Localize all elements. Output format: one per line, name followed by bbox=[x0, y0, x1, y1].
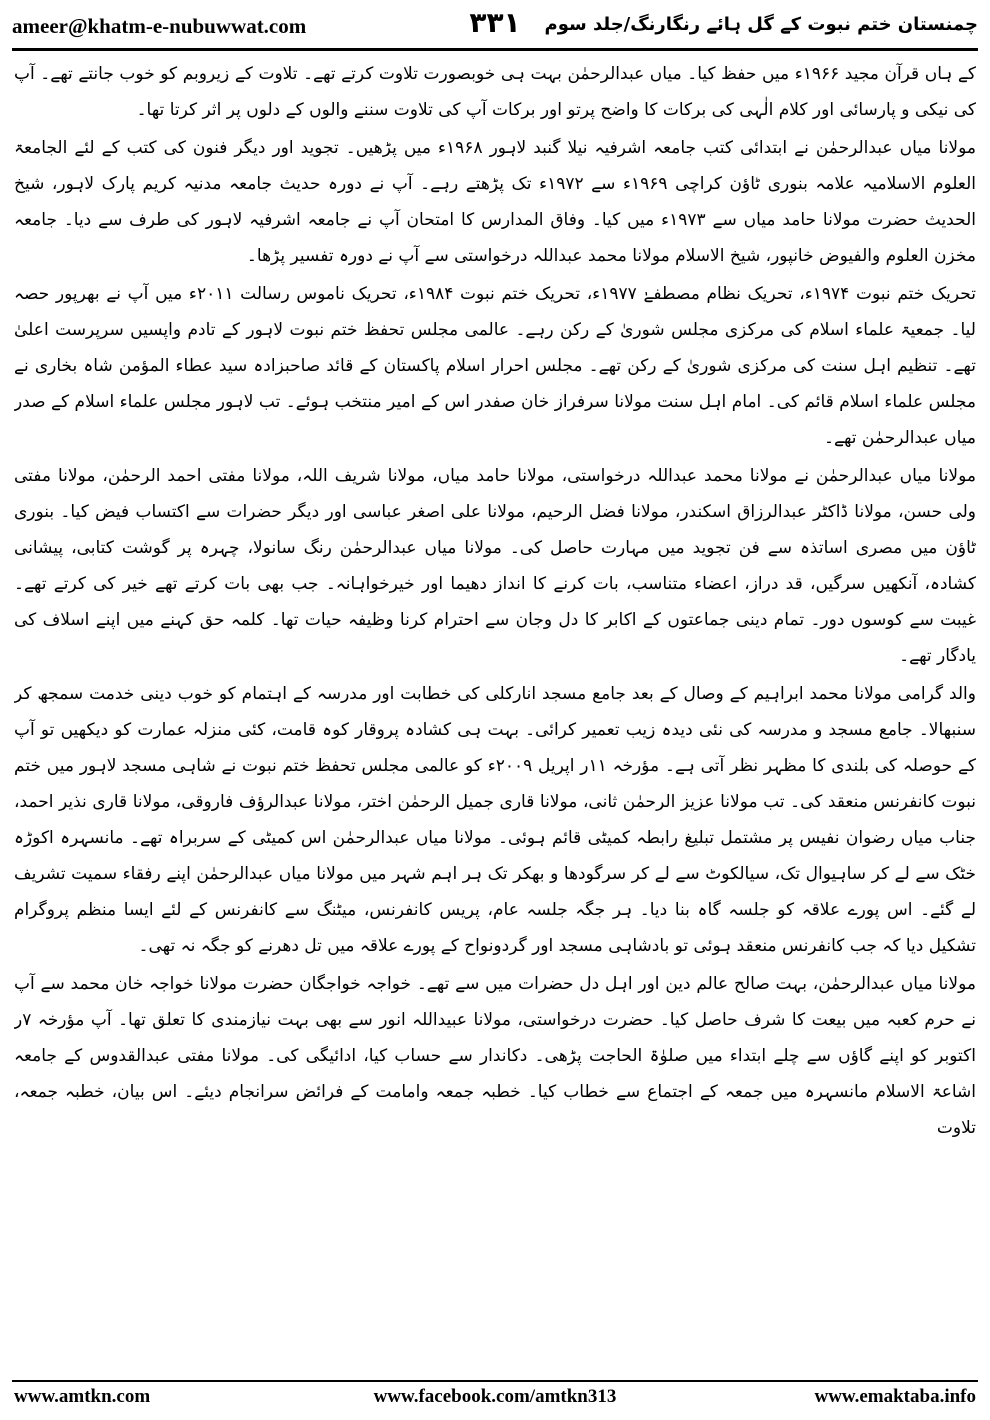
paragraph-3: تحریک ختم نبوت ۱۹۷۴ء، تحریک نظام مصطفےٰ ۱۹۷۷ء، تحریک ختم نبوت ۱۹۸۴ء، تحریک ناموس رسالت ۲۰۱۱ء میں آپ نے بھرپور حصہ لیا۔ جمعیۃ علماء اسلام کی مرکزی مجلس شوریٰ کے رکن رہے۔ عالمی مجلس تحفظ ختم نبوت لاہور کے تادم واپسیں سرپرست اعلیٰ تھے۔ تنظیم اہل سنت کی مرکزی شوریٰ کے رکن تھے۔ مجلس احرار اسلام پاکستان کے قائد صاحبزادہ سید عطاء المؤمن شاہ بخاری نے مجلس علماء اسلام قائم کی۔ امام اہل سنت مولانا سرفراز خان صفدر اس کے امیر منتخب ہوئے۔ تب لاہور مجلس علماء اسلام کے صدر میاں عبدالرحمٰن تھے۔ bbox=[14, 284, 976, 448]
page-header bbox=[12, 6, 978, 46]
footer-link-amtkn[interactable]: www.amtkn.com bbox=[14, 1386, 151, 1407]
paragraph-6: مولانا میاں عبدالرحمٰن، بہت صالح عالم دین اور اہل دل حضرات میں سے تھے۔ خواجہ خواجگان حضرت مولانا خواجہ خان محمد سے آپ نے حرم کعبہ میں بیعت کا شرف حاصل کیا۔ حضرت درخواستی، مولانا عبیداللہ انور سے بھی بہت نیازمندی کا تعلق تھا۔ آپ مؤرخہ ۷ر اکتوبر کو اپنے گاؤں سے چلے ابتداء میں صلوٰۃ الحاجت پڑھی۔ دکاندار سے حساب کیا، ادائیگی کی۔ مولانا مفتی عبدالقدوس کے جامعہ اشاعۃ الاسلام مانسہرہ میں جمعہ کے اجتماع سے خطاب کیا۔ خطبہ جمعہ وامامت کے فرائض سرانجام دیئے۔ اس بیان، خطبہ جمعہ، تلاوت bbox=[14, 974, 976, 1138]
book-title: چمنستان ختم نبوت کے گل ہائے رنگارنگ/جلد سوم bbox=[544, 14, 978, 35]
footer-divider bbox=[12, 1380, 978, 1382]
page-body bbox=[14, 56, 976, 1374]
header-divider bbox=[12, 48, 978, 51]
page-number: ۳۳۱ bbox=[469, 6, 521, 39]
paragraph-2: مولانا میاں عبدالرحمٰن نے ابتدائی کتب جامعہ اشرفیہ نیلا گنبد لاہور ۱۹۶۸ء میں پڑھیں۔ تجوید اور دیگر فنون کی کتب کے لئے الجامعۃ العلوم الاسلامیہ علامہ بنوری ٹاؤن کراچی ۱۹۶۹ء سے ۱۹۷۲ء تک پڑھتے رہے۔ آپ نے دورہ حدیث جامعہ مدنیہ کریم پارک لاہور، شیخ الحدیث حضرت مولانا حامد میاں سے ۱۹۷۳ء میں کیا۔ وفاق المدارس کا امتحان آپ نے جامعہ اشرفیہ لاہور کی طرف سے دیا۔ جامعہ مخزن العلوم والفیوض خانپور، شیخ الاسلام مولانا محمد عبداللہ درخواستی سے آپ نے دورہ تفسیر پڑھا۔ bbox=[14, 138, 976, 266]
paragraph-5: والد گرامی مولانا محمد ابراہیم کے وصال کے بعد جامع مسجد انارکلی کی خطابت اور مدرسہ کے اہتمام کو خوب دینی خدمت سمجھ کر سنبھالا۔ جامع مسجد و مدرسہ کی نئی دیدہ زیب تعمیر کرائی۔ بہت ہی کشادہ پروقار کوہ قامت، کئی منزلہ عمارت کو دیکھیں تو آپ کے حوصلہ کی بلندی کا مظہر نظر آتی ہے۔ مؤرخہ ۱۱ر اپریل ۲۰۰۹ء کو عالمی مجلس تحفظ ختم نبوت نے شاہی مسجد لاہور میں ختم نبوت کانفرنس منعقد کی۔ تب مولانا عزیز الرحمٰن ثانی، مولانا قاری جمیل الرحمٰن اختر، مولانا عبدالرؤف فاروقی، مولانا قاری نذیر احمد، جناب میاں رضوان نفیس پر مشتمل تبلیغ رابطہ کمیٹی قائم ہوئی۔ مولانا میاں عبدالرحمٰن اس کمیٹی کے سربراہ تھے۔ مانسہرہ اکوڑہ خٹک سے لے کر ساہیوال تک، سیالکوٹ سے لے کر سرگودھا و بھکر تک ہر اہم شہر میں مولانا میاں عبدالرحمٰن اپنے رفقاء سمیت تشریف لے گئے۔ اس پورے علاقہ کو جلسہ گاہ بنا دیا۔ ہر جگہ جلسہ عام، پریس کانفرنس، میٹنگ سے کانفرنس کے لئے ایسا منظم پروگرام تشکیل دیا کہ جب کانفرنس منعقد ہوئی تو بادشاہی مسجد اور گردونواح کے پورے علاقہ میں تل دھرنے کو جگہ نہ تھی۔ bbox=[14, 684, 976, 956]
footer-link-emaktaba[interactable]: www.emaktaba.info bbox=[814, 1386, 976, 1407]
paragraph-4: مولانا میاں عبدالرحمٰن نے مولانا محمد عبداللہ درخواستی، مولانا حامد میاں، مولانا شریف اللہ، مولانا مفتی احمد الرحمٰن، مولانا مفتی ولی حسن، مولانا ڈاکٹر عبدالرزاق اسکندر، مولانا فضل الرحیم، مولانا علی اصغر عباسی اور دیگر حضرات سے اکتساب فیض کیا۔ بنوری ٹاؤن میں مصری اساتذہ سے فن تجوید میں مہارت حاصل کی۔ مولانا میاں عبدالرحمٰن رنگ سانولا، چہرہ پر گوشت کتابی، پیشانی کشادہ، آنکھیں سرگیں، قد دراز، اعضاء متناسب، بات کرنے کا انداز دھیما اور خیرخواہانہ۔ جب بھی بات کرتے تھے خیر کی کرتے تھے۔ غیبت سے کوسوں دور۔ تمام دینی جماعتوں کے اکابر کا دل وجان سے احترام کرنا وظیفہ حیات تھا۔ کلمہ حق کہنے میں اپنے اسلاف کی یادگار تھے۔ bbox=[14, 466, 976, 666]
header-email[interactable]: ameer@khatm-e-nubuwwat.com bbox=[12, 14, 307, 38]
footer-link-facebook[interactable]: www.facebook.com/amtkn313 bbox=[373, 1386, 617, 1407]
page-footer bbox=[14, 1386, 976, 1412]
paragraph-1: کے ہاں قرآن مجید ۱۹۶۶ء میں حفظ کیا۔ میاں عبدالرحمٰن بہت ہی خوبصورت تلاوت کرتے تھے۔ تلاوت کے زیروبم کو خوب جانتے تھے۔ آپ کی نیکی و پارسائی اور کلام الٰہی کی برکات کا واضح پرتو اور برکات آپ کی تلاوت سننے والوں کے دلوں پر اثر کرتا تھا۔ bbox=[14, 64, 976, 120]
